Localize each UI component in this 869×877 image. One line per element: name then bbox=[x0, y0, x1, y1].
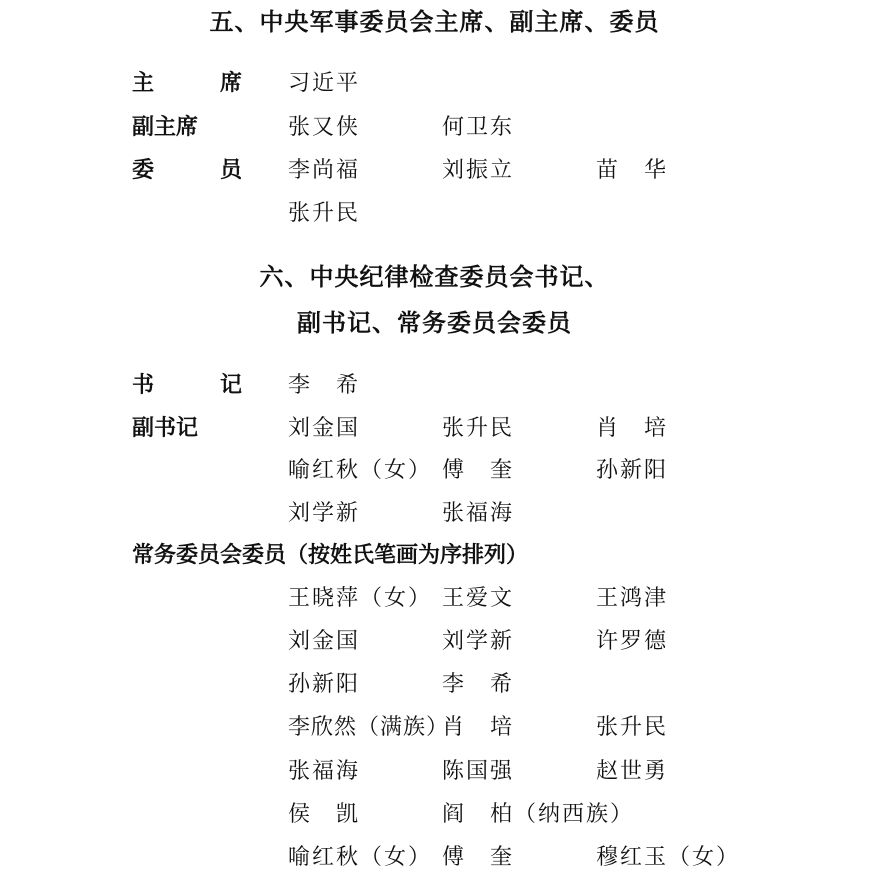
deputy-secretary-name: 傅 奎 bbox=[442, 458, 515, 483]
standing-committee-row bbox=[0, 584, 869, 614]
standing-member-name: 李 希 bbox=[442, 672, 515, 697]
chairman-label: 主 席 bbox=[132, 71, 242, 96]
deputy-secretary-name: 孙新阳 bbox=[596, 458, 669, 483]
standing-committee-row bbox=[0, 757, 869, 787]
member-name: 李尚福 bbox=[288, 158, 361, 183]
standing-member-name: 李欣然（满族） bbox=[288, 715, 450, 740]
vice-chairman-label: 副主席 bbox=[132, 115, 199, 140]
standing-member-name: 肖 培 bbox=[442, 715, 515, 740]
standing-committee-label-row bbox=[0, 541, 869, 571]
section-6-title-line-2: 副书记、常务委员会委员 bbox=[297, 309, 572, 337]
member-name: 刘振立 bbox=[442, 158, 515, 183]
secretary-row bbox=[0, 371, 869, 401]
standing-member-name: 陈国强 bbox=[442, 759, 515, 784]
chairman-row bbox=[0, 69, 869, 99]
deputy-secretary-name: 张升民 bbox=[442, 416, 515, 441]
deputy-secretary-row bbox=[0, 414, 869, 444]
member-row bbox=[0, 199, 869, 229]
standing-committee-row bbox=[0, 800, 869, 830]
secretary-label: 书 记 bbox=[132, 373, 242, 398]
standing-committee-row bbox=[0, 713, 869, 743]
standing-member-name: 傅 奎 bbox=[442, 845, 515, 870]
standing-member-name: 赵世勇 bbox=[596, 759, 669, 784]
member-row bbox=[0, 156, 869, 186]
secretary-name: 李 希 bbox=[288, 373, 361, 398]
standing-member-name: 张福海 bbox=[288, 759, 361, 784]
standing-member-name: 王爱文 bbox=[442, 586, 515, 611]
standing-member-name: 穆红玉（女） bbox=[596, 845, 741, 870]
chairman-name: 习近平 bbox=[288, 71, 361, 96]
deputy-secretary-name: 刘金国 bbox=[288, 416, 361, 441]
standing-member-name: 喻红秋（女） bbox=[288, 845, 433, 870]
standing-committee-row bbox=[0, 670, 869, 700]
deputy-secretary-name: 刘学新 bbox=[288, 501, 361, 526]
standing-committee-label: 常务委员会委员（按姓氏笔画为序排列） bbox=[132, 543, 529, 568]
standing-member-name: 侯 凯 bbox=[288, 802, 361, 827]
standing-member-name: 刘学新 bbox=[442, 629, 515, 654]
member-name: 张升民 bbox=[288, 201, 361, 226]
deputy-secretary-row bbox=[0, 456, 869, 486]
standing-committee-row bbox=[0, 843, 869, 873]
deputy-secretary-name: 张福海 bbox=[442, 501, 515, 526]
vice-chairman-name: 张又侠 bbox=[288, 115, 361, 140]
section-6-title-line-1: 六、中央纪律检查委员会书记、 bbox=[259, 263, 610, 291]
deputy-secretary-row bbox=[0, 499, 869, 529]
standing-member-name: 王晓萍（女） bbox=[288, 586, 433, 611]
deputy-secretary-label: 副书记 bbox=[132, 416, 199, 441]
vice-chairman-name: 何卫东 bbox=[442, 115, 515, 140]
standing-committee-row bbox=[0, 627, 869, 657]
standing-member-name: 许罗德 bbox=[596, 629, 669, 654]
deputy-secretary-name: 喻红秋（女） bbox=[288, 458, 433, 483]
standing-member-name: 孙新阳 bbox=[288, 672, 361, 697]
standing-member-name: 张升民 bbox=[596, 715, 669, 740]
section-5-title: 五、中央军事委员会主席、副主席、委员 bbox=[209, 8, 660, 36]
vice-chairman-row bbox=[0, 113, 869, 143]
standing-member-name: 刘金国 bbox=[288, 629, 361, 654]
standing-member-name: 王鸿津 bbox=[596, 586, 669, 611]
deputy-secretary-name: 肖 培 bbox=[596, 416, 669, 441]
standing-member-name: 阎 柏（纳西族） bbox=[442, 802, 635, 827]
member-label: 委 员 bbox=[132, 158, 242, 183]
member-name: 苗 华 bbox=[596, 158, 669, 183]
